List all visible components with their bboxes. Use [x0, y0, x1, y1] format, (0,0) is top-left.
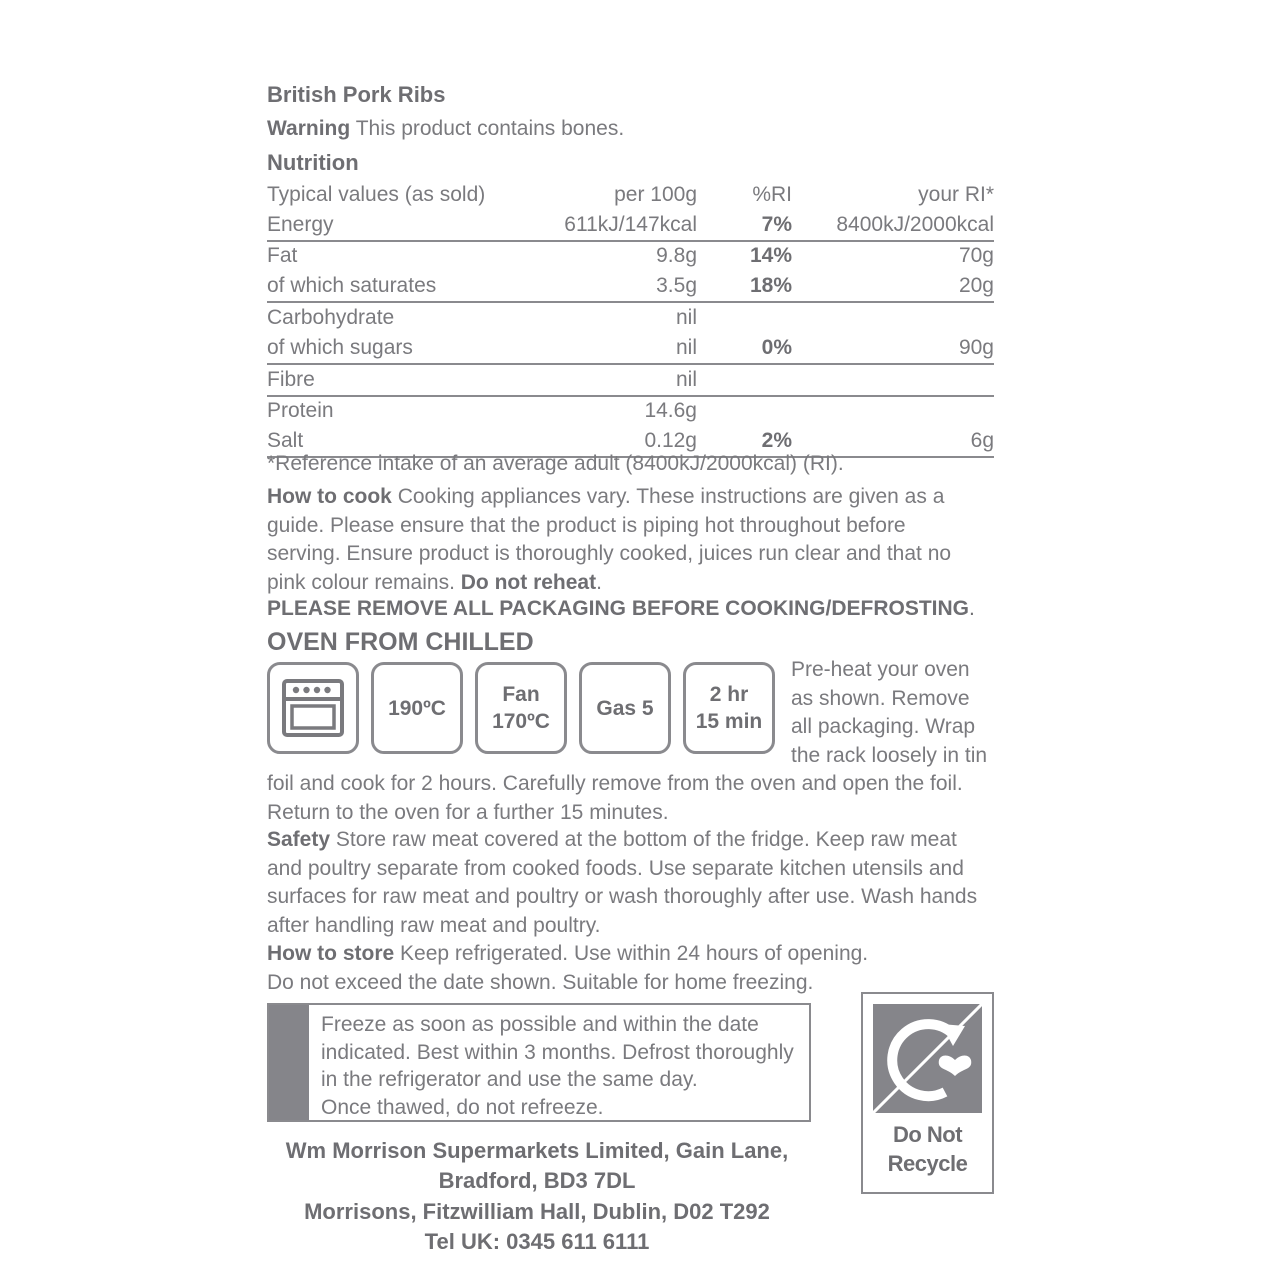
- oven-icon: [282, 679, 344, 737]
- safety-text: Store raw meat covered at the bottom of the fridge. Keep raw meat and poultry separate from cooked foods. Use separate kitchen utensils and surfaces for raw meat and poultry or wash thoroughly after use. Wash hands after handling raw meat and poultry.: [267, 828, 978, 937]
- address-line-2: Bradford, BD3 7DL: [438, 1168, 636, 1194]
- gas-mark: Gas 5: [596, 696, 654, 720]
- oven-instructions-continued: foil and cook for 2 hours. Carefully remove from the oven and open the foil. Return to the oven for a further 15 minutes.: [267, 772, 963, 824]
- nutrient-per100: 14.6g: [644, 399, 697, 423]
- nutrient-ri-pct: 7%: [697, 210, 792, 241]
- remove-packaging-text: PLEASE REMOVE ALL PACKAGING BEFORE COOKING/DEFROSTING: [267, 597, 969, 620]
- freeze-line-4: Once thawed, do not refreeze.: [321, 1095, 604, 1119]
- company-address: [267, 1136, 807, 1257]
- oven-temp-box: [371, 662, 463, 754]
- telephone: Tel UK: 0345 611 6111: [424, 1228, 650, 1254]
- header-your-ri: your RI*: [918, 182, 994, 206]
- store-line-1: Keep refrigerated. Use within 24 hours of opening.: [400, 942, 869, 965]
- address-line-3: Morrisons, Fitzwilliam Hall, Dublin, D02 T292: [304, 1198, 770, 1224]
- nutrition-row: [267, 241, 994, 272]
- cook-text: Cooking appliances vary. These instructions are given as a guide. Please ensure that the product is piping hot throughout before serving. Ensure product is thoroughly cooked, juices run clear and that no pink colour remains.: [267, 485, 952, 594]
- freezing-bar: [269, 1005, 309, 1120]
- nutrient-ri-pct: [697, 396, 792, 427]
- nutrient-name: Carbohydrate: [267, 306, 395, 330]
- store-label: How to store: [267, 942, 395, 965]
- cook-time-box: [683, 662, 775, 754]
- nutrient-ri-pct: 14%: [749, 244, 792, 268]
- recycle-line-1: Do Not: [892, 1122, 963, 1147]
- freezing-text: [321, 1011, 806, 1121]
- nutrient-your-ri: 70g: [958, 244, 994, 268]
- do-not-recycle-label: [863, 1120, 992, 1178]
- nutrient-your-ri: [792, 364, 994, 396]
- nutrition-row: [267, 364, 994, 396]
- oven-title: OVEN FROM CHILLED: [267, 628, 534, 656]
- warning-text: This product contains bones.: [355, 117, 625, 140]
- gas-mark-box: [579, 662, 671, 754]
- nutrient-name: Salt: [267, 426, 537, 457]
- storage-section: [267, 940, 994, 997]
- nutrition-row: [267, 210, 994, 241]
- nutrient-your-ri: 6g: [792, 426, 994, 457]
- nutrient-ri-pct: [697, 364, 792, 396]
- fan-label: Fan: [502, 683, 540, 706]
- cook-time-hours: 2 hr: [709, 683, 749, 706]
- nutrient-ri-pct: [697, 302, 792, 333]
- nutrition-row: [267, 333, 994, 364]
- cook-time-minutes: 15 min: [695, 710, 763, 733]
- recycle-line-2: Recycle: [887, 1151, 968, 1176]
- nutrient-per100: nil: [537, 364, 697, 396]
- nutrient-name: Fibre: [267, 364, 537, 396]
- nutrient-name: Protein: [267, 399, 334, 423]
- nutrient-name: of which sugars: [267, 333, 537, 364]
- nutrient-your-ri: 20g: [792, 271, 994, 302]
- nutrient-per100: nil: [675, 306, 697, 330]
- fan-temp-box: [475, 662, 567, 754]
- nutrition-title: Nutrition: [267, 150, 359, 175]
- nutrition-table: [267, 180, 994, 458]
- do-not-recycle-icon: [873, 1004, 982, 1113]
- nutrient-per100: 0.12g: [537, 426, 697, 457]
- nutrient-your-ri: 8400kJ/2000kcal: [792, 210, 994, 241]
- nutrient-per100: nil: [537, 333, 697, 364]
- nutrient-your-ri: 90g: [792, 333, 994, 364]
- nutrition-row: [267, 396, 994, 427]
- header-per100: per 100g: [614, 182, 697, 206]
- nutrient-name: Energy: [267, 210, 537, 241]
- no-reheat: Do not reheat: [460, 570, 597, 594]
- freeze-line-1: Freeze as soon as possible and within the date: [321, 1013, 759, 1036]
- oven-temp: 190ºC: [388, 696, 446, 720]
- nutrient-name: Fat: [267, 244, 298, 268]
- oven-instructions: Pre-heat your oven as shown. Remove all packaging. Wrap the rack loosely in tin: [791, 658, 988, 767]
- safety-section: [267, 826, 994, 940]
- warning-label: Warning: [267, 117, 351, 140]
- header-ri-pct: %RI: [752, 182, 792, 206]
- nutrition-row: [267, 302, 994, 333]
- address-line-1: Wm Morrison Supermarkets Limited, Gain Lane,: [285, 1138, 789, 1163]
- how-to-cook: How to cook Cooking appliances vary. These instructions are given as a guide. Please ensure that the product is piping hot throughout before serving. Ensure product is thoroughly cooked, juices run clear and that no pink colour remains. Do not reheat.: [267, 485, 952, 594]
- nutrient-ri-pct: 18%: [697, 271, 792, 302]
- nutrient-per100: 9.8g: [656, 244, 697, 268]
- freeze-line-2: indicated. Best within 3 months. Defrost thoroughly: [321, 1040, 794, 1064]
- cook-label: How to cook: [267, 485, 392, 508]
- nutrient-name: of which saturates: [267, 271, 537, 302]
- remove-packaging-notice: PLEASE REMOVE ALL PACKAGING BEFORE COOKING/DEFROSTING.: [267, 597, 975, 620]
- nutrition-row: [267, 271, 994, 302]
- nutrient-per100: 3.5g: [537, 271, 697, 302]
- nutrient-your-ri: [792, 396, 994, 427]
- product-name: British Pork Ribs: [267, 82, 446, 107]
- fan-temp: 170ºC: [492, 710, 550, 733]
- nutrient-your-ri: [792, 302, 994, 333]
- nutrient-per100: 611kJ/147kcal: [537, 210, 697, 241]
- freezing-box: [267, 1003, 811, 1122]
- recycling-box: [861, 992, 994, 1194]
- nutrient-ri-pct: 0%: [697, 333, 792, 364]
- reference-intake-note: *Reference intake of an average adult (8400kJ/2000kcal) (RI).: [267, 452, 844, 475]
- warning-line: [267, 117, 624, 141]
- store-line-2: Do not exceed the date shown. Suitable for home freezing.: [267, 970, 814, 994]
- nutrition-header-row: [267, 180, 994, 210]
- freeze-line-3: in the refrigerator and use the same day.: [321, 1068, 698, 1091]
- safety-label: Safety: [267, 828, 331, 851]
- oven-icon-box: [267, 662, 359, 754]
- nutrient-ri-pct: 2%: [697, 426, 792, 457]
- header-name: Typical values (as sold): [267, 182, 486, 206]
